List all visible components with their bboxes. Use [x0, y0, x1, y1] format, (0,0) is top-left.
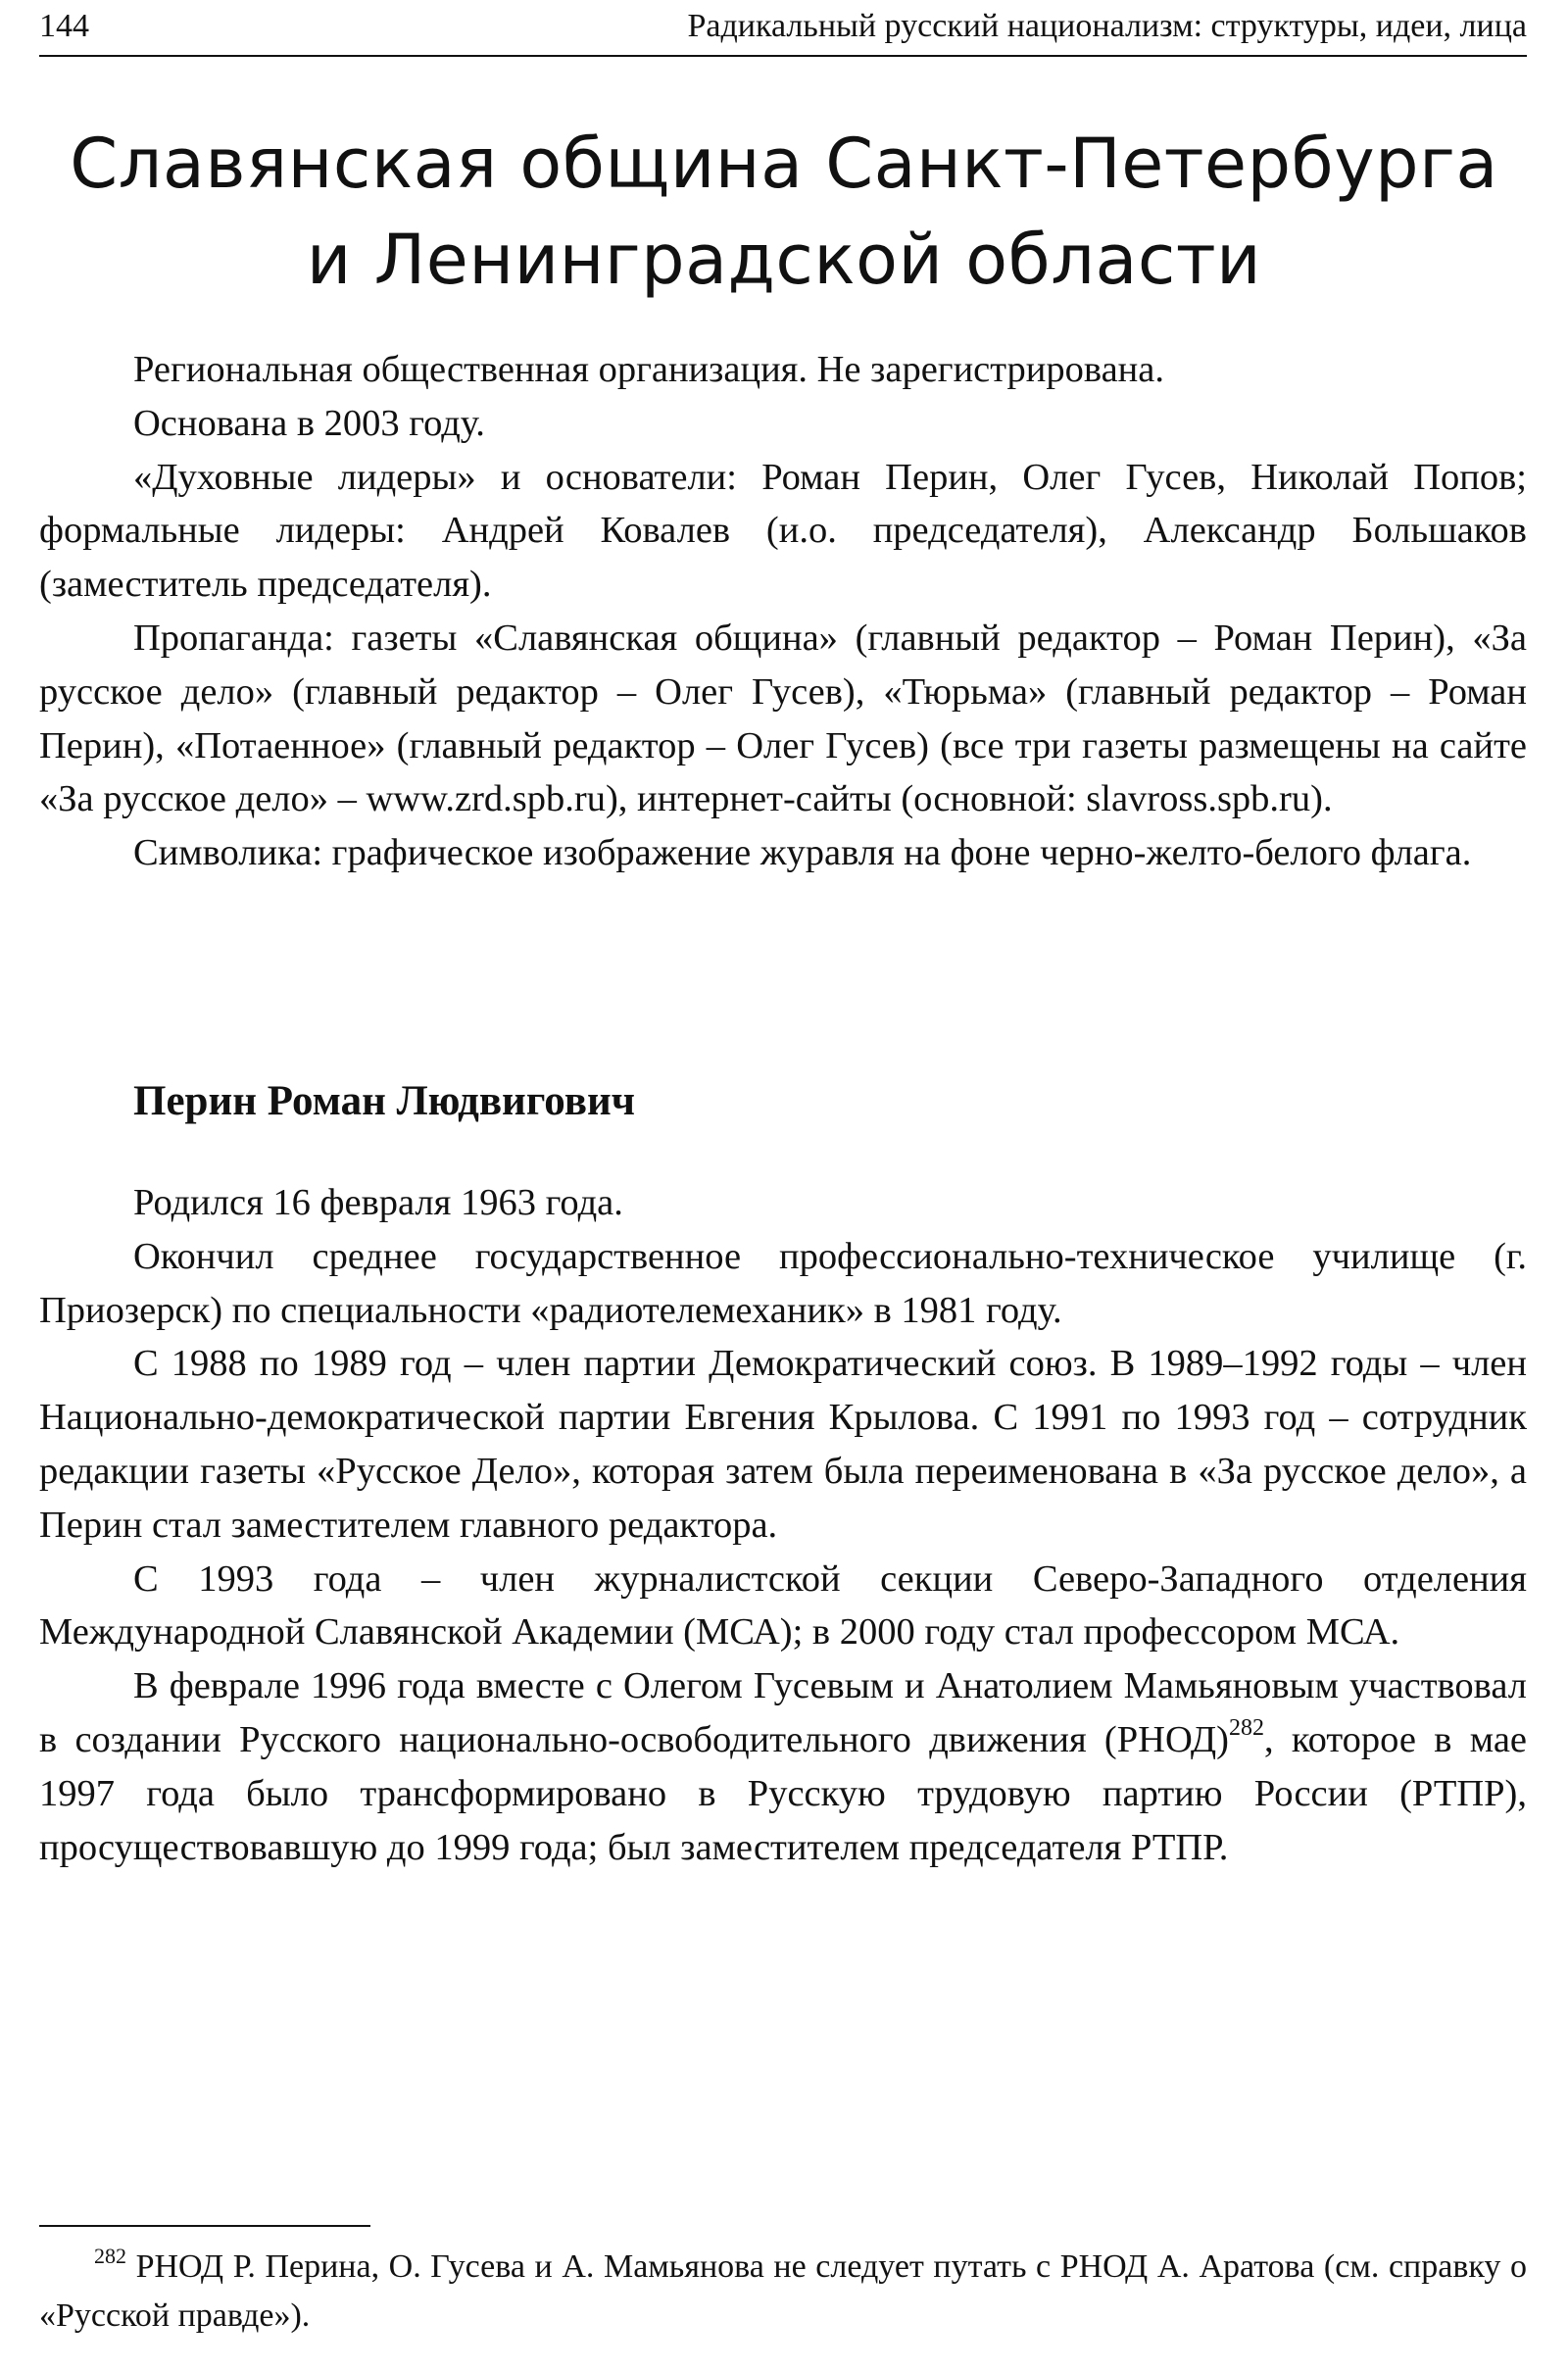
section-title	[0, 116, 1568, 308]
section-title-line-1: Славянская община Санкт-Петербурга	[70, 123, 1498, 204]
bio-paragraph: С 1988 по 1989 год – член партии Демократический союз. В 1989–1992 годы – член Национально-демократической партии Евгения Крылова. С 1991 по 1993 год – сотрудник редакции газеты «Русское Дело», которая затем была переименована в «За русское дело», а Перин стал заместителем главного редактора.	[39, 1343, 1527, 1546]
footnote-number: 282	[94, 2244, 126, 2268]
page-number: 144	[39, 8, 89, 44]
bio-paragraph-with-footnote	[39, 1659, 1527, 1874]
running-header	[39, 4, 1527, 57]
org-paragraph: Региональная общественная организация. Не зарегистрирована.	[133, 349, 1164, 390]
bio-paragraph: Окончил среднее государственное профессионально-техническое училище (г. Приозерск) по специальности «радиотелемеханик» в 1981 году.	[39, 1235, 1527, 1331]
footnote-text: РНОД Р. Перина, О. Гусева и А. Мамьянова не следует путать с РНОД А. Аратова (см. справку о «Русской правде»).	[39, 2248, 1527, 2334]
section-title-line-2: и Ленинградской области	[306, 220, 1262, 300]
bio-text-before-ref: В феврале 1996 года вместе с Олегом Гусевым и Анатолием Мамьяновым участвовал в создании Русского национально-освободительного движения (РНОД)	[39, 1665, 1527, 1760]
footnote	[39, 2243, 1527, 2341]
bio-paragraph: С 1993 года – член журналистской секции Северо-Западного отделения Международной Славянской Академии (МСА); в 2000 году стал профессором МСА.	[39, 1557, 1527, 1654]
person-name-heading: Перин Роман Людвигович	[133, 1078, 635, 1124]
org-paragraph: «Духовные лидеры» и основатели: Роман Перин, Олег Гусев, Николай Попов; формальные лидеры: Андрей Ковалев (и.о. председателя), Александр Большаков (заместитель председателя).	[39, 456, 1527, 606]
org-paragraph: Пропаганда: газеты «Славянская община» (главный редактор – Роман Перин), «За русское дело» (главный редактор – Олег Гусев), «Тюрьма» (главный редактор – Роман Перин), «Потаенное» (главный редактор – Олег Гусев) (все три газеты размещены на сайте «За русское дело» – www.zrd.spb.ru), интернет-сайты (основной: slavross.spb.ru).	[39, 617, 1527, 820]
footnote-divider	[39, 2225, 370, 2227]
org-paragraph: Символика: графическое изображение журавля на фоне черно-желто-белого флага.	[133, 832, 1472, 874]
org-paragraph: Основана в 2003 году.	[133, 402, 485, 444]
footnote-reference[interactable]: 282	[1228, 1714, 1264, 1741]
person-biography	[39, 1176, 1527, 1874]
bio-text-after-ref: , которое в мае 1997 года было трансформировано в Русскую трудовую партию России (РТПР), просуществовавшую до 1999 года; был заместителем председателя РТПР.	[39, 1718, 1527, 1868]
bio-paragraph: Родился 16 февраля 1963 года.	[133, 1182, 623, 1223]
organization-description	[39, 343, 1527, 880]
footnote-paragraph	[39, 2243, 1527, 2341]
running-title: Радикальный русский национализм: структуры, идеи, лица	[687, 8, 1527, 44]
